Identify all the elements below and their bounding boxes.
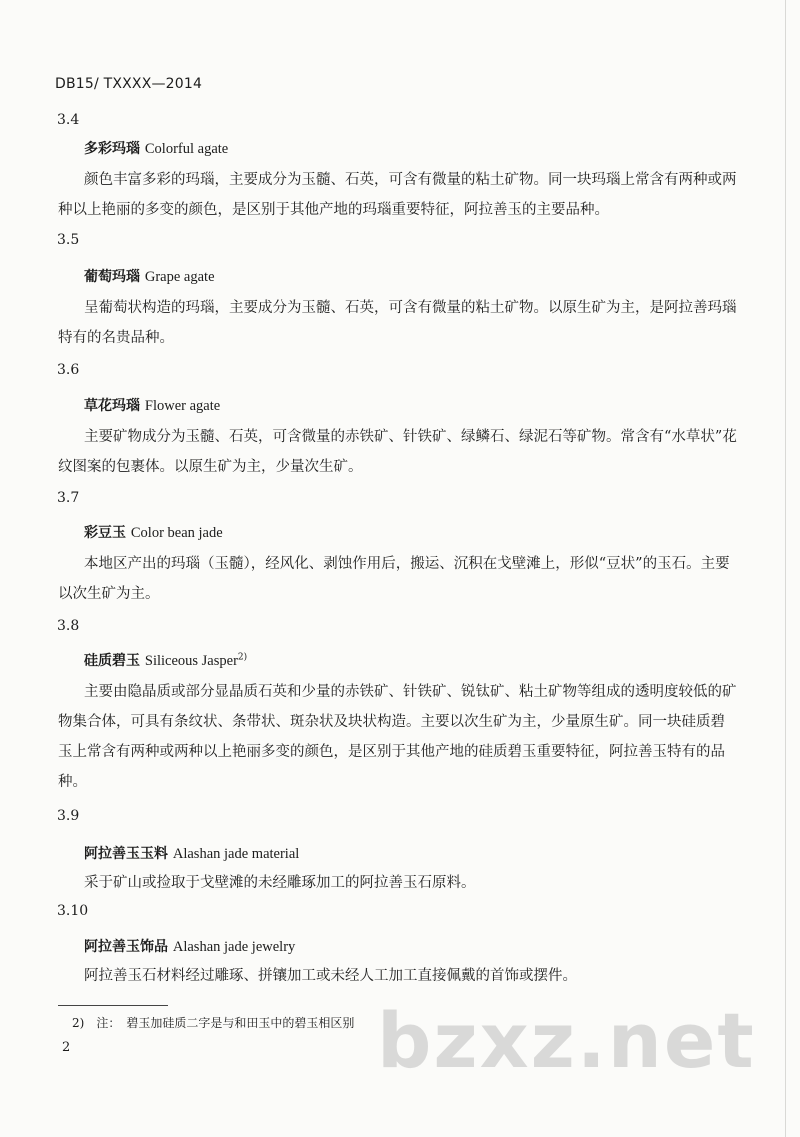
- term-english: Alashan jade jewelry: [172, 939, 296, 955]
- term-heading: [84, 138, 228, 158]
- term-heading: [84, 843, 299, 863]
- watermark: bzxz.net: [377, 996, 756, 1085]
- term-english: Color bean jade: [130, 525, 223, 541]
- term-english: Alashan jade material: [172, 846, 300, 862]
- definition-text: 采于矿山或捡取于戈壁滩的未经雕琢加工的阿拉善玉石原料。: [84, 875, 476, 891]
- term-english: Grape agate: [144, 269, 215, 285]
- term-chinese: 草花玛瑙: [84, 398, 140, 414]
- term-chinese: 多彩玛瑙: [84, 141, 140, 157]
- term-chinese: 阿拉善玉饰品: [84, 939, 168, 955]
- term-heading: [84, 395, 220, 415]
- section-number: 3.8: [57, 618, 80, 634]
- definition-text: 颜色丰富多彩的玛瑙，主要成分为玉髓、石英，可含有微量的粘土矿物。同一块玛瑙上常含有两种或两种以上艳丽的多变的颜色，是区别于其他产地的玛瑙重要特征，阿拉善玉的主要品种。: [58, 172, 737, 218]
- section-number: 3.5: [57, 232, 80, 248]
- footnote: [72, 1014, 354, 1031]
- page-edge: [785, 0, 786, 1137]
- footnote-divider: [58, 1005, 168, 1006]
- definition-text: 本地区产出的玛瑙（玉髓），经风化、剥蚀作用后，搬运、沉积在戈壁滩上，形似“豆状”的玉石。主要以次生矿为主。: [58, 556, 730, 602]
- term-heading: [84, 266, 215, 286]
- term-heading: [84, 522, 223, 542]
- section-number: 3.6: [57, 362, 80, 378]
- section-number: 3.7: [57, 490, 80, 506]
- definition-text: 呈葡萄状构造的玛瑙，主要成分为玉髓、石英，可含有微量的粘土矿物。以原生矿为主，是阿拉善玛瑙特有的名贵品种。: [58, 300, 737, 346]
- term-heading: [84, 650, 247, 670]
- section-number: 3.10: [57, 903, 89, 919]
- term-english: Colorful agate: [144, 141, 229, 157]
- term-english: Siliceous Jasper: [144, 653, 238, 669]
- term-chinese: 葡萄玛瑙: [84, 269, 140, 285]
- page-number: 2: [62, 1040, 71, 1055]
- definition-text: 主要矿物成分为玉髓、石英，可含微量的赤铁矿、针铁矿、绿鳞石、绿泥石等矿物。常含有“水草状”花纹图案的包裹体。以原生矿为主，少量次生矿。: [58, 429, 737, 475]
- term-chinese: 彩豆玉: [84, 525, 126, 541]
- footnote-mark: 2): [72, 1016, 85, 1030]
- document-code-header: DB15/ TXXXX—2014: [55, 76, 203, 92]
- term-english: Flower agate: [144, 398, 221, 414]
- definition-text: 阿拉善玉石材料经过雕琢、拼镶加工或未经人工加工直接佩戴的首饰或摆件。: [84, 968, 577, 984]
- definition-text: 主要由隐晶质或部分显晶质石英和少量的赤铁矿、针铁矿、锐钛矿、粘土矿物等组成的透明度较低的矿物集合体，可具有条纹状、条带状、斑杂状及块状构造。主要以次生矿为主，少量原生矿。同一块硅质碧玉上常含有两种或两种以上艳丽多变的颜色，是区别于其他产地的硅质碧玉重要特征，阿拉善玉特有的品种。: [58, 684, 737, 790]
- term-heading: [84, 936, 295, 956]
- section-number: 3.9: [57, 808, 80, 824]
- footnote-text: 碧玉加硅质二字是与和田玉中的碧玉相区别: [126, 1016, 355, 1030]
- footnote-reference: 2): [237, 652, 248, 663]
- term-chinese: 阿拉善玉玉料: [84, 846, 168, 862]
- footnote-label: 注：: [96, 1016, 121, 1030]
- term-chinese: 硅质碧玉: [84, 653, 140, 669]
- section-number: 3.4: [57, 112, 80, 128]
